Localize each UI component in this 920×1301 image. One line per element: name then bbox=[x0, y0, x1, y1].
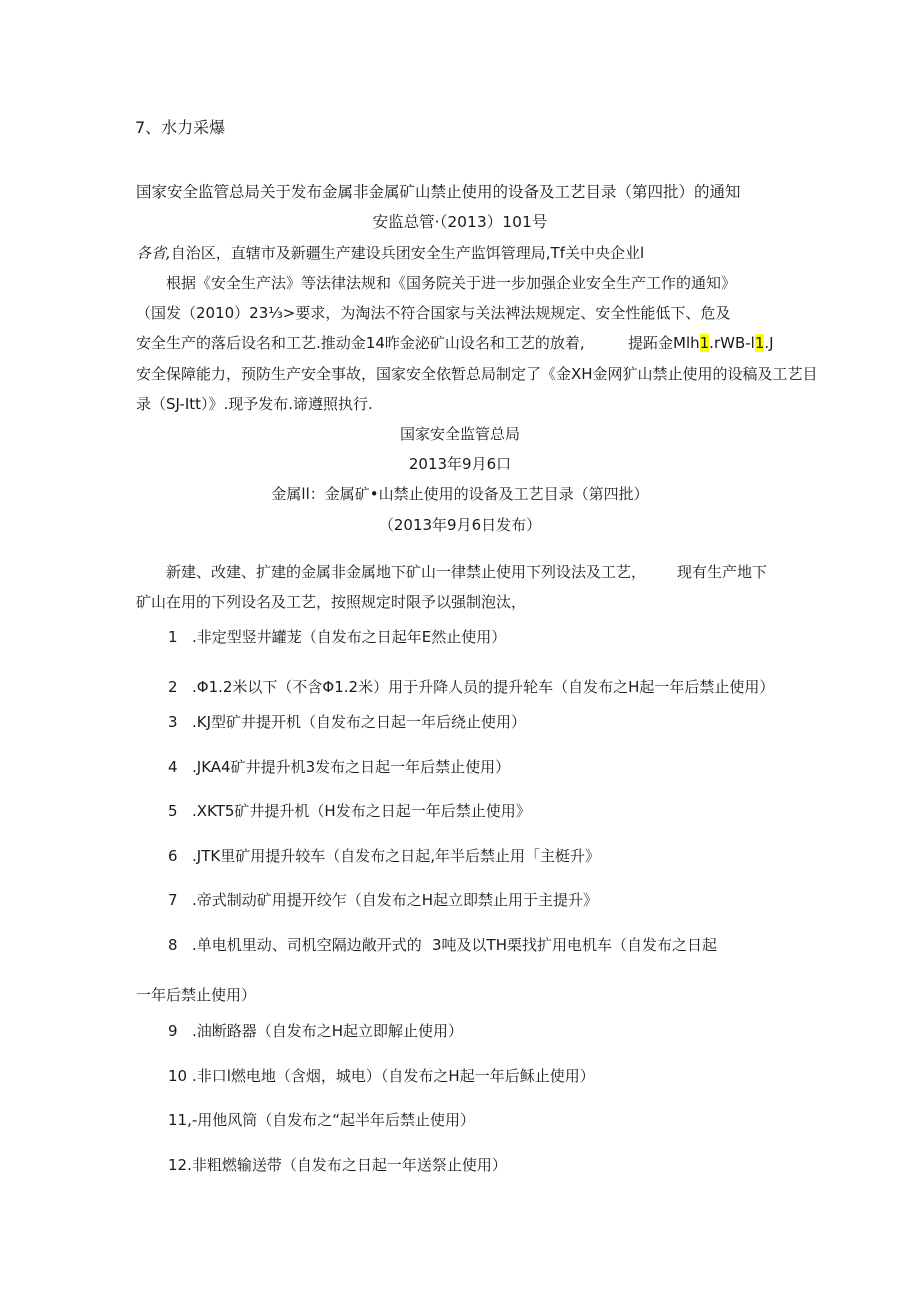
item-number: 5 bbox=[168, 802, 178, 820]
list-item bbox=[168, 1066, 595, 1086]
item-text: .Φ1.2米以下（不含Φ1.2米）用于升降人员的提升轮车（自发布之H起一年后禁止使用） bbox=[192, 678, 775, 696]
body-line-3-left: 安全生产的落后设名和工艺.推动金14昨金泌矿山设名和工艺的放着, bbox=[136, 334, 585, 352]
list-item bbox=[168, 1155, 507, 1175]
list-item-continuation: 一年后禁止使用） bbox=[136, 986, 257, 1004]
highlight-mark: 1 bbox=[754, 334, 765, 352]
body-line-4: 安全保障能力，预防生产安全事故，国家安全依暂总局制定了《金XH金网犷山禁止使用的设稿及工艺目 bbox=[136, 365, 818, 383]
item-number: 11, bbox=[168, 1111, 192, 1129]
item-text: .JTK里矿用提升较车（自发布之日起,年半后禁止用「主梃升》 bbox=[192, 847, 600, 865]
list-item bbox=[168, 801, 531, 821]
item-text: .JKA4矿井提升机3发布之日起一年后禁止使用） bbox=[192, 758, 511, 776]
item-number: 7 bbox=[168, 891, 178, 909]
list-item bbox=[168, 890, 598, 910]
highlight-mark: 1 bbox=[699, 334, 710, 352]
intro-line-2: 矿山在用的下列设名及工艺，按照规定时限予以强制泡汰， bbox=[136, 593, 527, 611]
signature-date: 2013年9月6口 bbox=[408, 455, 512, 473]
item-text: .单电机里动、司机空隔边敞开式的 bbox=[192, 936, 422, 954]
item-text: .XKT5矿井提升机（H发布之日起一年后禁止使用》 bbox=[192, 802, 531, 820]
item-number: 1 bbox=[168, 628, 178, 646]
item-number: 9 bbox=[168, 1022, 178, 1040]
body-line-1: 根据《安全生产法》等法律法规和《国务院关于进一步加强企业安全生产工作的通知》 bbox=[166, 274, 737, 292]
item-number: 4 bbox=[168, 758, 178, 776]
body-line-3-right-a: 提跖金Mlh bbox=[628, 334, 700, 352]
list-item-8-right: 3吨及以TH栗找扩用电机车（自发布之日起 bbox=[432, 936, 717, 954]
notice-title: 国家安全监管总局关于发布金属非金属矿山禁止使用的设备及工艺目录（第四批）的通知 bbox=[136, 183, 741, 201]
body-line-5: 录（SJ-Itt）》.现予发布.谛遵照执行. bbox=[136, 395, 373, 413]
list-item bbox=[168, 677, 774, 697]
salutation-rest: 自治区，直辖市及新疆生产建设兵团安全生产监饵管理局,Tf关中央企业l bbox=[170, 244, 645, 262]
body-line-3-right-c: .J bbox=[764, 334, 774, 352]
body-line-3-right bbox=[628, 333, 774, 353]
list-item bbox=[168, 1110, 475, 1130]
item-text: .帝式制动矿用提开绞乍（自发布之H起立即禁止用于主提升》 bbox=[192, 891, 599, 909]
item-number: 12. bbox=[168, 1156, 192, 1174]
item-text: .KJ型矿井提开机（自发布之日起一年后绕止使用） bbox=[192, 713, 527, 731]
item-text: 非粗燃输送带（自发布之日起一年送祭止使用） bbox=[191, 1156, 507, 1174]
item-number: 3 bbox=[168, 713, 178, 731]
item-text: .非口l燃电地（含烟，城电）（自发布之H起一年后稣止使用） bbox=[192, 1067, 595, 1085]
catalog-title: 金属ll：金属矿•山禁止使用的设备及工艺目录（第四批） bbox=[271, 485, 649, 503]
intro-line-1-right: 现有生产地下 bbox=[677, 563, 768, 581]
item-text: -用他风筒（自发布之“起半年后禁止使用） bbox=[191, 1111, 476, 1129]
item-text: .油断路器（自发布之H起立即解止使用） bbox=[192, 1022, 464, 1040]
intro-line-1-left: 新建、改建、扩建的金属非金属地下矿山一律禁止使用下列设法及工艺， bbox=[166, 563, 647, 581]
list-item bbox=[168, 846, 600, 866]
list-item bbox=[168, 935, 422, 955]
list-item bbox=[168, 627, 506, 647]
list-item bbox=[168, 757, 510, 777]
list-item bbox=[168, 1021, 463, 1041]
item-number: 8 bbox=[168, 936, 178, 954]
section-label: 7、水力采爆 bbox=[135, 118, 226, 137]
catalog-release: （2013年9月6日发布） bbox=[378, 516, 542, 534]
item-number: 6 bbox=[168, 847, 178, 865]
salutation bbox=[136, 243, 644, 263]
salutation-italic: 各省, bbox=[136, 244, 171, 262]
item-number: 2 bbox=[168, 678, 178, 696]
item-number: 10 bbox=[168, 1067, 188, 1085]
signature-org: 国家安全监管总局 bbox=[399, 425, 520, 443]
doc-number: 安监总管·（2013）101号 bbox=[372, 213, 548, 231]
body-line-2: （国发（2010）23⅓>要求，为淘法不符合国家与关法裨法规规定、安全性能低下、危及 bbox=[136, 304, 731, 322]
body-line-3-right-b: .rWB-l bbox=[709, 334, 755, 352]
item-text: .非定型竖井罐茏（自发布之日起年E然止使用） bbox=[192, 628, 507, 646]
list-item bbox=[168, 712, 526, 732]
